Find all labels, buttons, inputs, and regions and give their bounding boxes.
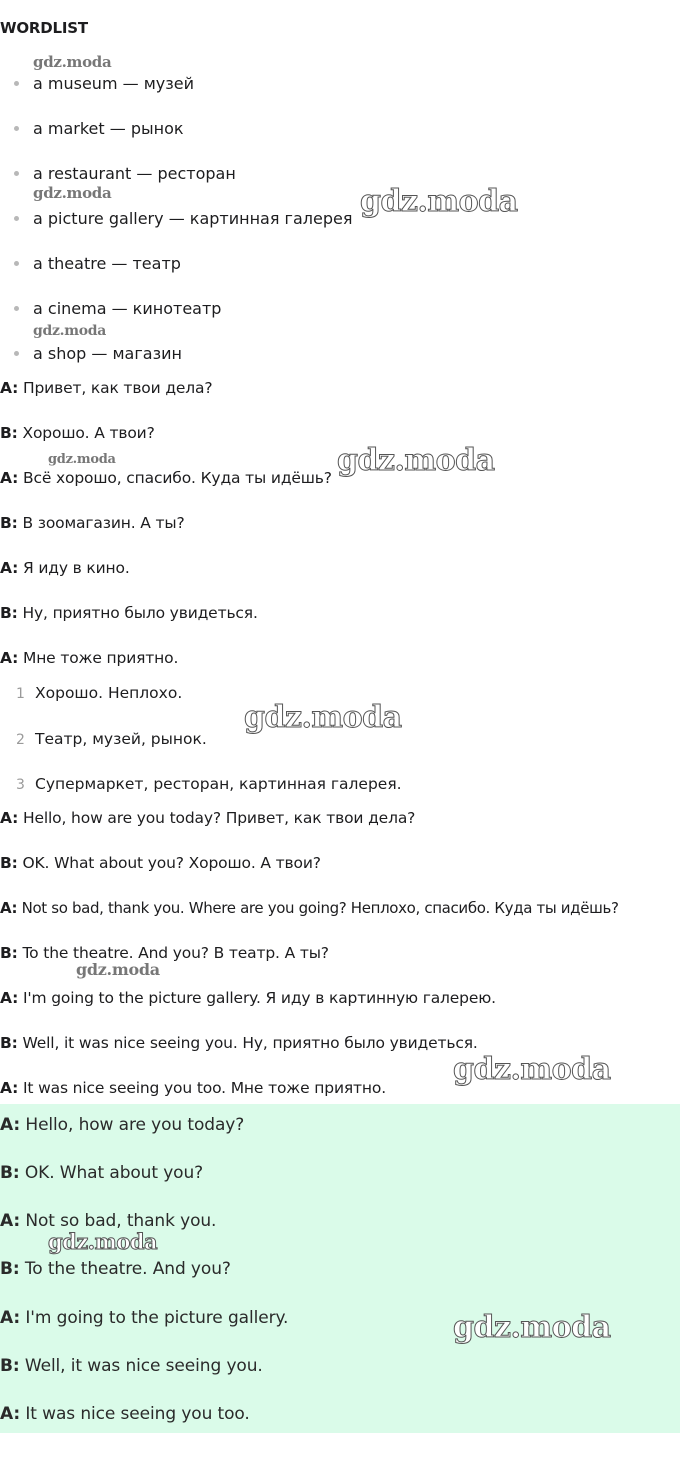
wordlist-item: a market — рынок: [14, 119, 184, 139]
dialog-text: Well, it was nice seeing you. Ну, приятно было увидеться.: [17, 1034, 478, 1052]
dialog-text: I'm going to the picture gallery.: [20, 1308, 289, 1328]
dialog-text: В зоомагазин. А ты?: [17, 514, 185, 532]
speaker-label: B:: [0, 854, 18, 872]
speaker-label: A:: [0, 989, 19, 1007]
item-number: 2: [16, 732, 25, 748]
watermark: gdz.moda: [48, 1229, 158, 1254]
dialog-line: [0, 898, 619, 918]
dialog-line: [0, 808, 415, 828]
dialog-line: [0, 378, 212, 398]
watermark: gdz.moda: [337, 443, 495, 478]
dialog-text: Hello, how are you today?: [20, 1115, 245, 1135]
numbered-item: [16, 683, 182, 704]
watermark: gdz.moda: [360, 184, 518, 219]
highlight-box: [0, 1104, 680, 1433]
dialog-text: Ну, приятно было увидеться.: [17, 604, 258, 622]
wordlist-item: a picture gallery — картинная галерея: [14, 209, 352, 229]
speaker-label: B:: [0, 944, 18, 962]
dialog-text: Not so bad, thank you.: [20, 1211, 217, 1231]
speaker-label: A:: [0, 559, 19, 577]
watermark: gdz.moda: [453, 1310, 611, 1345]
dialog-line: [0, 423, 155, 443]
dialog-line: [0, 558, 130, 578]
watermark: gdz.moda: [33, 184, 112, 202]
speaker-label: A:: [0, 1211, 21, 1231]
dialog-line: [0, 988, 496, 1008]
watermark: gdz.moda: [453, 1052, 611, 1087]
dialog-text: Привет, как твои дела?: [18, 379, 213, 397]
speaker-label: A:: [0, 809, 19, 827]
bullet-icon: [14, 261, 19, 266]
item-number: 1: [16, 686, 25, 702]
speaker-label: B:: [0, 1356, 20, 1376]
dialog-line: [0, 648, 178, 668]
wordlist-item: a cinema — кинотеатр: [14, 299, 221, 319]
bullet-icon: [14, 171, 19, 176]
wordlist-item: a restaurant — ресторан: [14, 164, 236, 184]
speaker-label: A:: [0, 1115, 21, 1135]
bullet-icon: [14, 351, 19, 356]
speaker-label: A:: [0, 1308, 21, 1328]
dialog-line: [0, 853, 321, 873]
dialog-text: Всё хорошо, спасибо. Куда ты идёшь?: [18, 469, 332, 487]
dialog-line: [0, 468, 332, 488]
speaker-label: B:: [0, 514, 18, 532]
dialog-line: [0, 1403, 250, 1425]
watermark: gdz.moda: [33, 323, 107, 339]
item-text: Театр, музей, рынок.: [35, 730, 207, 748]
speaker-label: A:: [0, 469, 19, 487]
dialog-line: [0, 603, 258, 623]
dialog-text: It was nice seeing you too.: [20, 1404, 250, 1424]
bullet-icon: [14, 216, 19, 221]
dialog-text: Мне тоже приятно.: [18, 649, 179, 667]
dialog-text: Хорошо. А твои?: [17, 424, 155, 442]
wordlist-heading: WORDLIST: [0, 19, 88, 37]
watermark: gdz.moda: [76, 960, 160, 979]
item-number: 3: [16, 777, 25, 793]
dialog-text: Not so bad, thank you. Where are you going? Неплохо, спасибо. Куда ты идёшь?: [17, 899, 619, 917]
dialog-text: Well, it was nice seeing you.: [19, 1356, 263, 1376]
speaker-label: A:: [0, 649, 19, 667]
speaker-label: A:: [0, 899, 18, 917]
dialog-text: Я иду в кино.: [18, 559, 130, 577]
item-text: Супермаркет, ресторан, картинная галерея.: [35, 775, 402, 793]
item-text: Хорошо. Неплохо.: [35, 684, 183, 702]
speaker-label: A:: [0, 1079, 19, 1097]
speaker-label: B:: [0, 1163, 20, 1183]
wordlist-item: a museum — музей: [14, 74, 194, 94]
dialog-line: [0, 1033, 478, 1053]
dialog-line: [0, 943, 329, 963]
dialog-text: To the theatre. And you?: [19, 1259, 231, 1279]
dialog-text: OK. What about you? Хорошо. А твои?: [17, 854, 321, 872]
watermark: gdz.moda: [244, 700, 402, 735]
speaker-label: B:: [0, 604, 18, 622]
dialog-line: [0, 1114, 244, 1136]
dialog-line: [0, 1355, 263, 1377]
dialog-text: OK. What about you?: [19, 1163, 204, 1183]
speaker-label: A:: [0, 379, 19, 397]
speaker-label: B:: [0, 1259, 20, 1279]
bullet-icon: [14, 126, 19, 131]
watermark: gdz.moda: [48, 452, 116, 467]
wordlist-item: a shop — магазин: [14, 344, 182, 364]
dialog-text: To the theatre. And you? В театр. А ты?: [17, 944, 329, 962]
bullet-icon: [14, 81, 19, 86]
dialog-text: It was nice seeing you too. Мне тоже приятно.: [18, 1079, 387, 1097]
speaker-label: B:: [0, 424, 18, 442]
dialog-text: Hello, how are you today? Привет, как твои дела?: [18, 809, 416, 827]
bullet-icon: [14, 306, 19, 311]
dialog-line: [0, 1078, 386, 1098]
numbered-item: [16, 729, 207, 750]
speaker-label: B:: [0, 1034, 18, 1052]
dialog-text: I'm going to the picture gallery. Я иду в картинную галерею.: [18, 989, 496, 1007]
dialog-line: [0, 1162, 203, 1184]
speaker-label: A:: [0, 1404, 21, 1424]
wordlist-item: a theatre — театр: [14, 254, 181, 274]
dialog-line: [0, 513, 185, 533]
dialog-line: [0, 1258, 231, 1280]
dialog-line: [0, 1307, 288, 1329]
numbered-item: [16, 774, 402, 795]
watermark: gdz.moda: [33, 53, 112, 71]
